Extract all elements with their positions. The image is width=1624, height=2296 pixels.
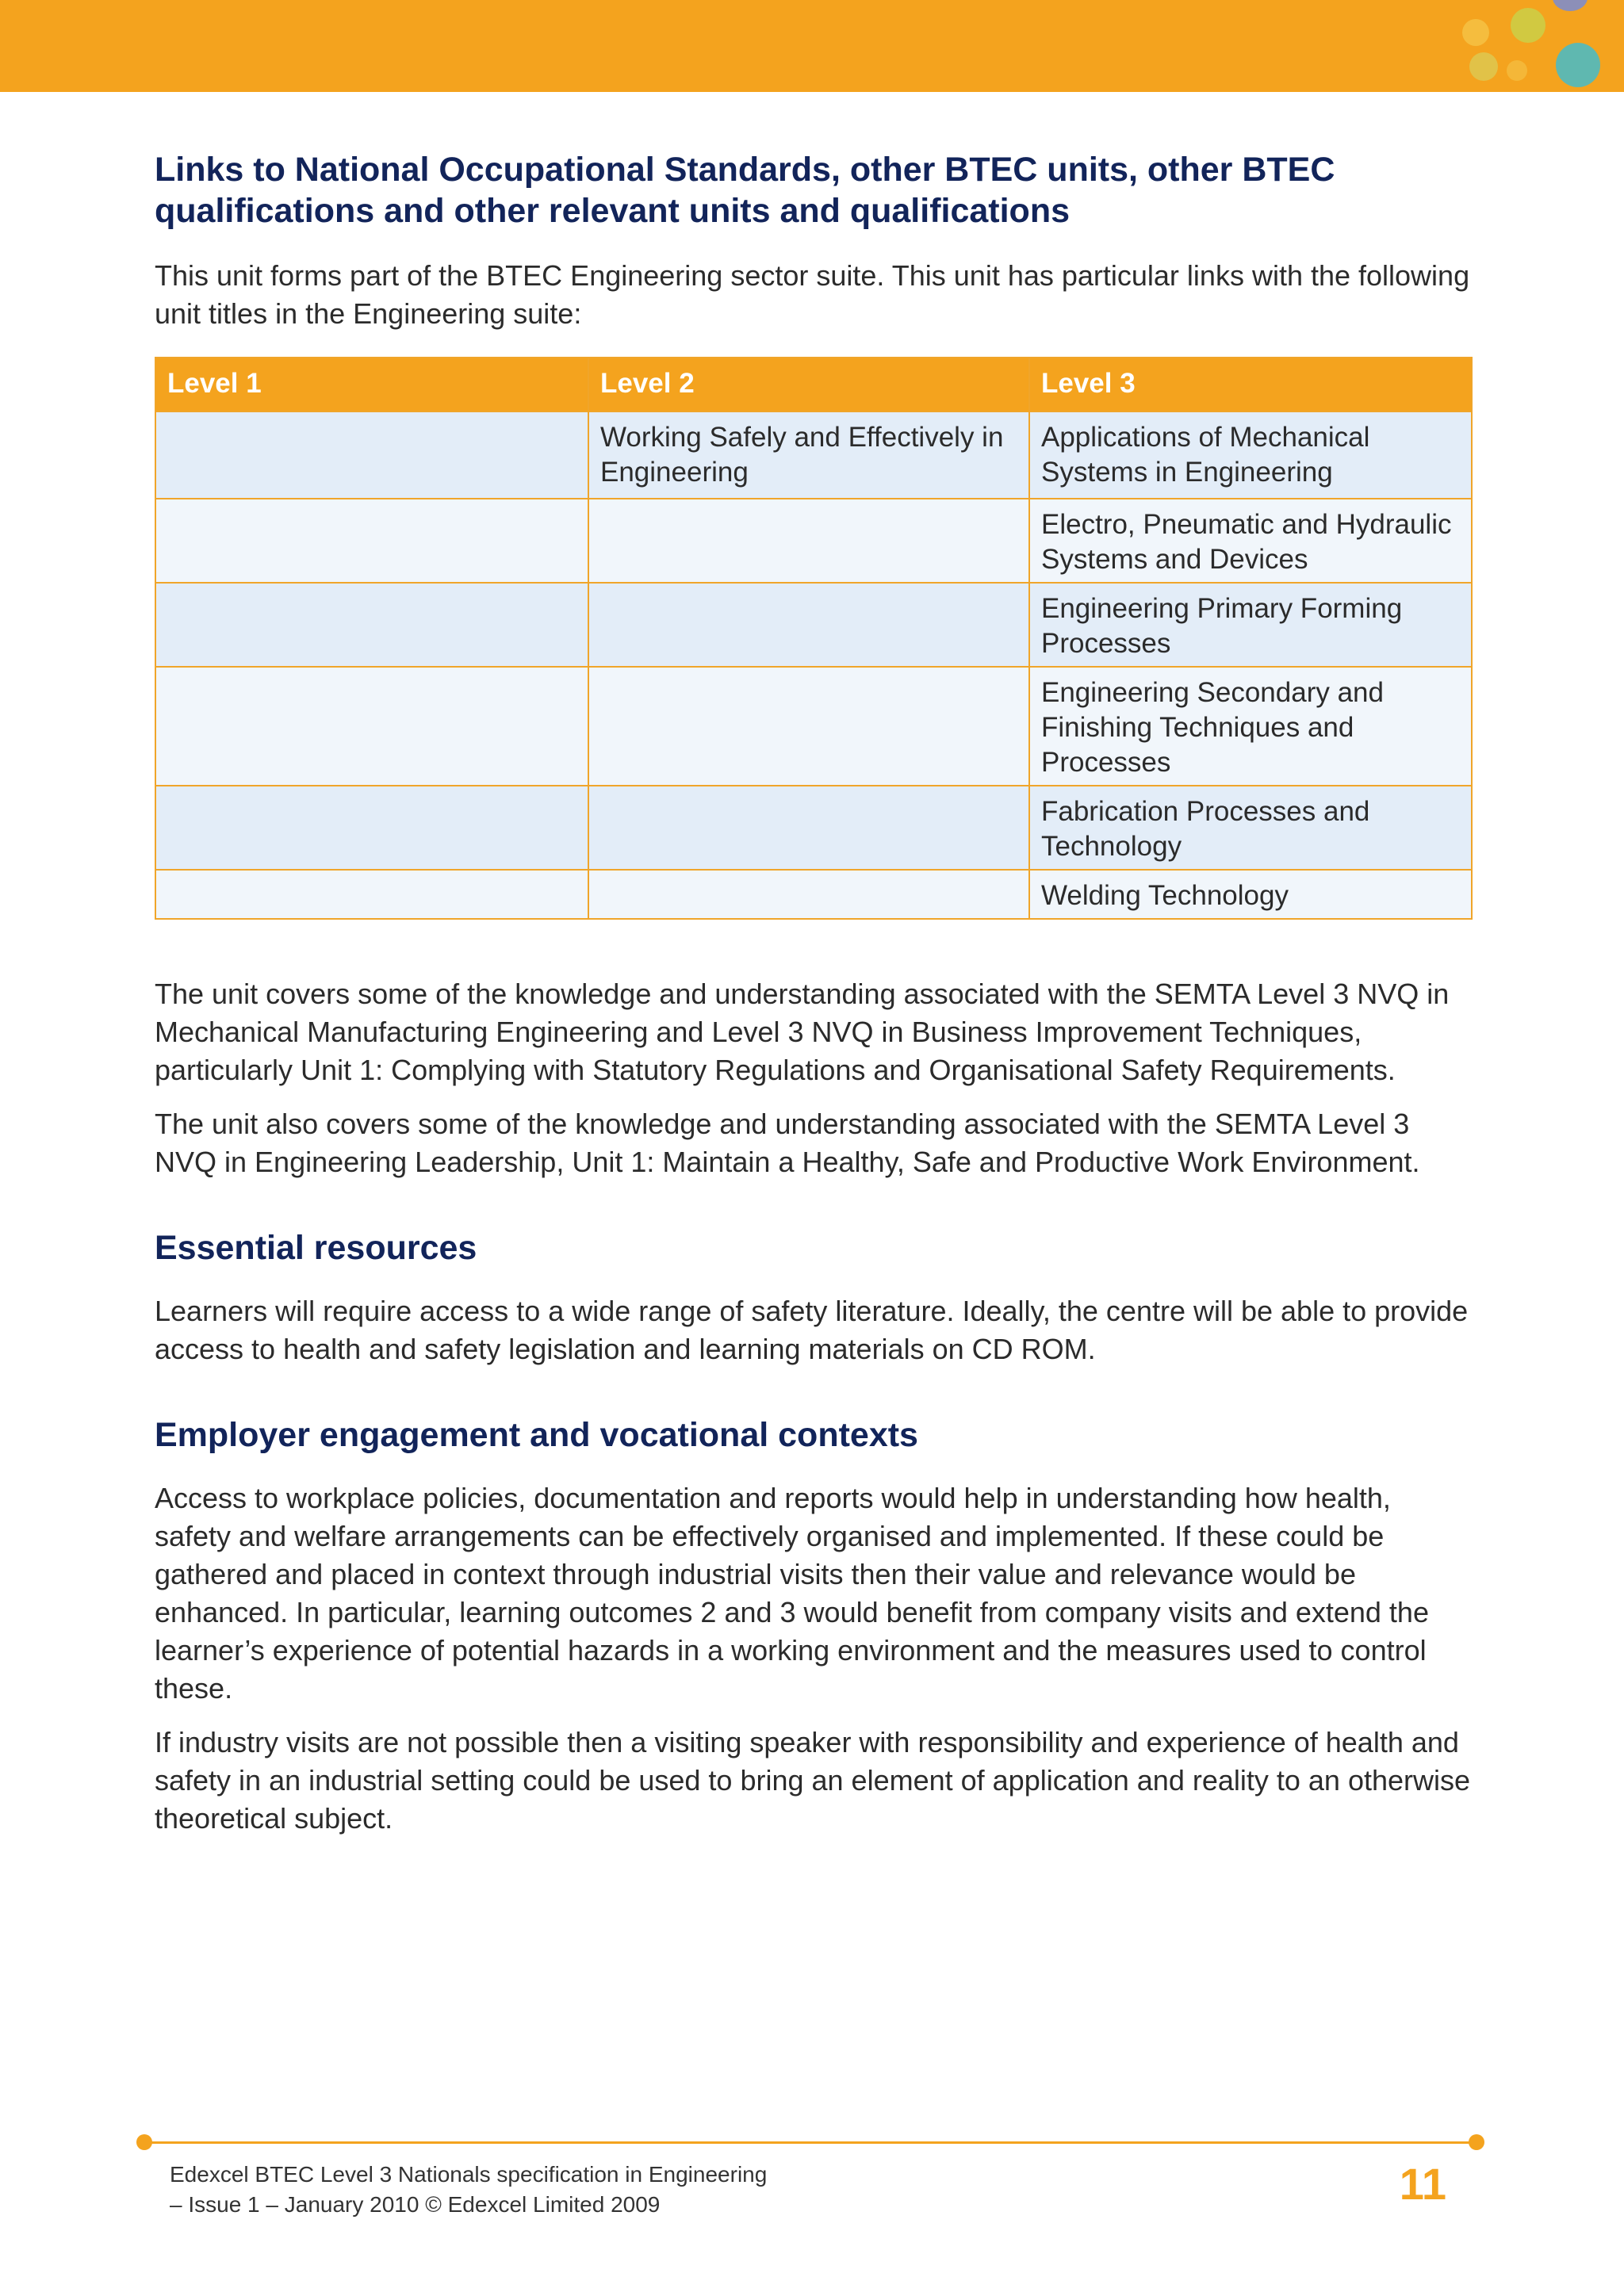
links-paragraph-1: The unit covers some of the knowledge and understanding associated with the SEMTA Level 3 NVQ in Mechanical Manufacturing Engineering and Level 3 NVQ in Business Improvement Techniques, particularly Unit 1: Complying with Statutory Regulations and Organisational Safety Requirements. — [155, 978, 1450, 1086]
table-cell — [588, 499, 1029, 583]
decorative-circle — [1507, 60, 1527, 81]
table-cell — [155, 786, 588, 870]
table-cell: Working Safely and Effectively in Engineering — [588, 411, 1029, 499]
footer-citation — [170, 2160, 767, 2220]
table-cell: Applications of Mechanical Systems in Engineering — [1029, 411, 1472, 499]
footer-dot-right — [1469, 2134, 1484, 2150]
table-cell — [155, 667, 588, 786]
employer-paragraph-2: If industry visits are not possible then a visiting speaker with responsibility and experience of health and safety in an industrial setting could be used to bring an element of application and reality to an otherwise theoretical subject. — [155, 1726, 1471, 1835]
table-row — [155, 870, 1472, 919]
footer-rule — [144, 2141, 1477, 2144]
table-row — [155, 499, 1472, 583]
main-content — [155, 143, 1471, 1838]
table-row — [155, 411, 1472, 499]
resources-paragraph: Learners will require access to a wide range of safety literature. Ideally, the centre will be able to provide access to health and safety legislation and learning materials on CD ROM. — [155, 1295, 1469, 1365]
links-intro: This unit forms part of the BTEC Engineering sector suite. This unit has particular links with the following unit titles in the Engineering suite: — [155, 259, 1470, 330]
resources-heading: Essential resources — [155, 1229, 477, 1267]
table-row — [155, 667, 1472, 786]
table-row — [155, 786, 1472, 870]
table-cell — [155, 499, 588, 583]
header-band — [0, 0, 1624, 92]
table-cell: Welding Technology — [1029, 870, 1472, 919]
table-cell — [588, 583, 1029, 667]
table-cell: Engineering Secondary and Finishing Techniques and Processes — [1029, 667, 1472, 786]
table-header-level-2: Level 2 — [588, 358, 1029, 411]
table-row — [155, 583, 1472, 667]
decorative-circle — [1511, 8, 1545, 43]
footer-line-1: Edexcel BTEC Level 3 Nationals specification in Engineering — [170, 2162, 768, 2187]
employer-heading: Employer engagement and vocational contexts — [155, 1416, 918, 1454]
table-cell — [155, 583, 588, 667]
table-cell: Fabrication Processes and Technology — [1029, 786, 1472, 870]
decorative-circle — [1469, 52, 1498, 81]
links-paragraph-2: The unit also covers some of the knowledge and understanding associated with the SEMTA Level 3 NVQ in Engineering Leadership, Unit 1: Maintain a Healthy, Safe and Productive Work Environment. — [155, 1108, 1420, 1178]
table-header-row — [155, 358, 1472, 411]
table-cell — [588, 667, 1029, 786]
table-header-level-1: Level 1 — [155, 358, 588, 411]
table-cell — [155, 870, 588, 919]
page-number: 11 — [1399, 2159, 1446, 2209]
table-header-level-3: Level 3 — [1029, 358, 1472, 411]
decorative-circle — [1462, 19, 1489, 46]
footer-line-2: – Issue 1 – January 2010 © Edexcel Limited 2009 — [170, 2192, 661, 2217]
table-cell — [588, 870, 1029, 919]
table-cell — [155, 411, 588, 499]
table-cell: Electro, Pneumatic and Hydraulic Systems and Devices — [1029, 499, 1472, 583]
table-cell: Engineering Primary Forming Processes — [1029, 583, 1472, 667]
links-heading: Links to National Occupational Standards, other BTEC units, other BTEC qualifications and other relevant units and qualifications — [155, 151, 1335, 230]
links-table — [155, 357, 1473, 920]
table-cell — [588, 786, 1029, 870]
decorative-circle — [1556, 43, 1600, 87]
employer-paragraph-1: Access to workplace policies, documentation and reports would help in understanding how health, safety and welfare arrangements can be effectively organised and implemented. If these could be gathered and placed in context through industrial visits then their value and relevance would be enhanced. In particular, learning outcomes 2 and 3 would benefit from company visits and extend the learner’s experience of potential hazards in a working environment and the measures used to control these. — [155, 1482, 1429, 1705]
